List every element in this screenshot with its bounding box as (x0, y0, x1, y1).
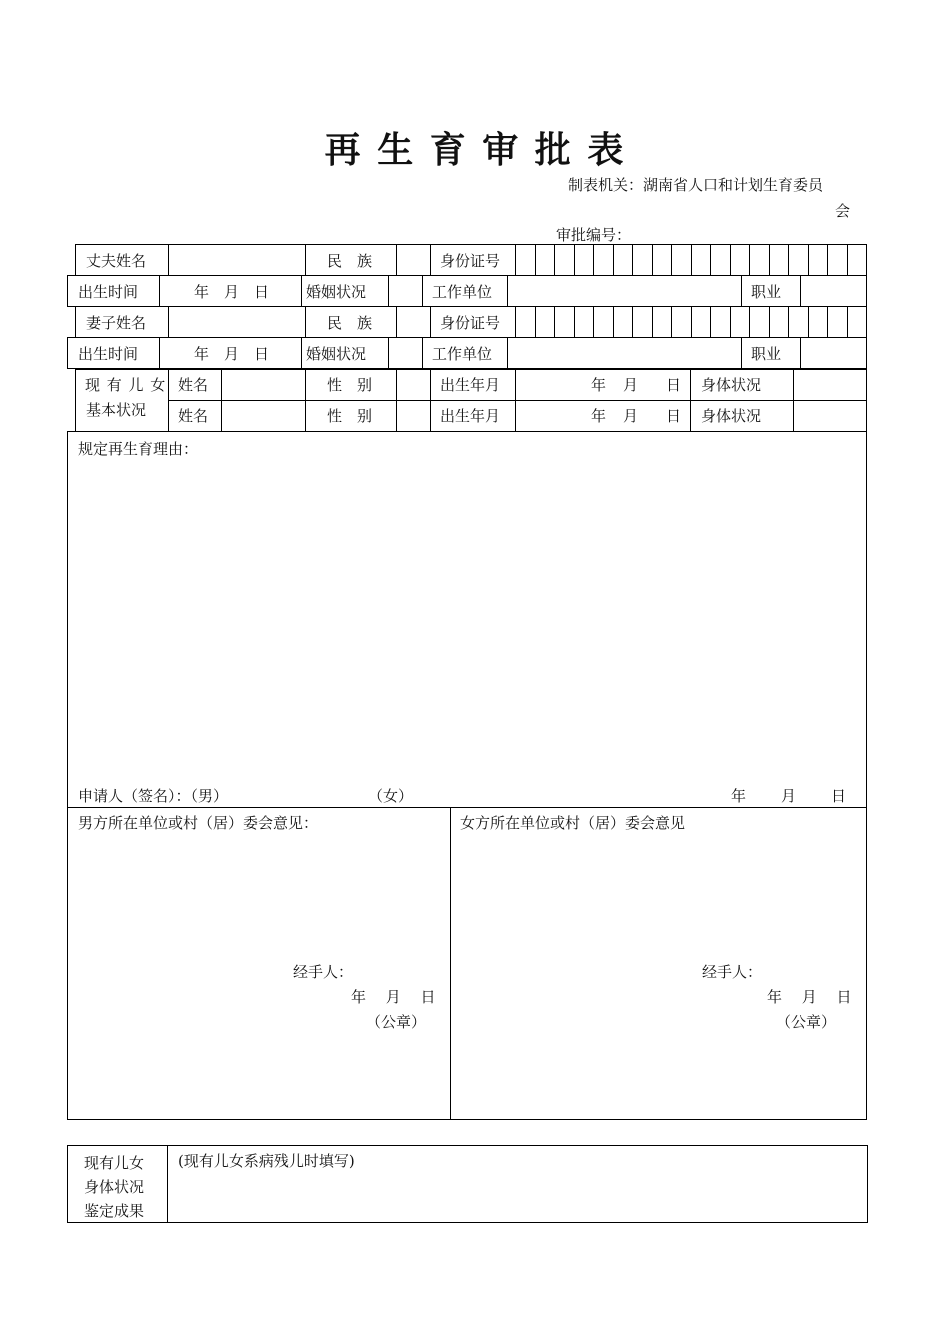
husband-id-label: 身份证号 (440, 252, 501, 270)
id-cell-divider (652, 306, 653, 337)
approval-number-label: 审批编号： (556, 226, 632, 244)
husband-marital-field[interactable] (390, 277, 420, 304)
page-title: 再 生 育 审 批 表 (324, 130, 626, 171)
child2-birth-label: 出生年月 (440, 407, 501, 425)
husband-occupation-field[interactable] (802, 277, 864, 304)
health-review-label-1: 现有儿女 (84, 1154, 145, 1172)
wife-birth-date[interactable]: 年 月 日 (194, 345, 270, 363)
child1-gender-label: 性 别 (327, 376, 373, 394)
id-cell-divider (827, 244, 828, 275)
husband-marital-label: 婚姻状况 (306, 283, 367, 301)
id-cell-divider (593, 244, 594, 275)
id-cell-divider (769, 306, 770, 337)
children-section-label-1: 现 有 儿 女 (85, 376, 167, 394)
female-handler-label: 经手人： (702, 963, 763, 981)
male-unit-opinion-area[interactable] (72, 836, 445, 956)
id-cell-divider (613, 244, 614, 275)
husband-ethnicity-field[interactable] (398, 246, 428, 273)
male-opinion-date: 年 月 日 (351, 988, 436, 1006)
husband-work-field[interactable] (509, 277, 739, 304)
id-cell-divider (691, 306, 692, 337)
child1-day: 日 (666, 376, 682, 394)
husband-name-field[interactable] (170, 246, 303, 273)
id-cell-divider (632, 306, 633, 337)
female-opinion-date: 年 月 日 (767, 988, 852, 1006)
husband-occupation-label: 职业 (751, 283, 782, 301)
id-cell-divider (632, 244, 633, 275)
id-cell-divider (730, 244, 731, 275)
wife-birth-label: 出生时间 (78, 345, 139, 363)
id-cell-divider (730, 306, 731, 337)
id-cell-divider (535, 244, 536, 275)
applicant-month: 月 (781, 787, 797, 805)
child2-year: 年 (591, 407, 607, 425)
husband-birth-label: 出生时间 (78, 283, 139, 301)
husband-name-label: 丈夫姓名 (86, 252, 147, 270)
husband-birth-date[interactable]: 年 月 日 (194, 283, 270, 301)
child2-name-label: 姓名 (178, 407, 209, 425)
id-cell-divider (554, 306, 555, 337)
id-cell-divider (574, 244, 575, 275)
id-cell-divider (749, 306, 750, 337)
female-unit-opinion-area[interactable] (455, 836, 861, 956)
child1-name-field[interactable] (223, 371, 303, 398)
health-review-note: (现有儿女系病残儿时填写) (178, 1152, 355, 1170)
issuer-line-2: 会 (835, 202, 851, 220)
wife-ethnicity-field[interactable] (398, 308, 428, 335)
id-cell-divider (788, 244, 789, 275)
child2-gender-label: 性 别 (327, 407, 373, 425)
wife-work-label: 工作单位 (432, 345, 493, 363)
child1-month: 月 (623, 376, 639, 394)
female-seal-label: （公章） (776, 1013, 837, 1031)
health-review-field[interactable] (172, 1172, 862, 1218)
id-cell-divider (554, 244, 555, 275)
id-cell-divider (652, 244, 653, 275)
child1-health-label: 身体状况 (701, 376, 762, 394)
id-cell-divider (808, 306, 809, 337)
child1-birth-label: 出生年月 (440, 376, 501, 394)
wife-work-field[interactable] (509, 339, 739, 366)
health-review-label-2: 身体状况 (84, 1178, 145, 1196)
wife-occupation-field[interactable] (802, 339, 864, 366)
id-cell-divider (691, 244, 692, 275)
issuer-line-1: 制表机关：湖南省人口和计划生育委员 (568, 176, 824, 194)
wife-name-label: 妻子姓名 (86, 314, 147, 332)
id-cell-divider (535, 306, 536, 337)
id-cell-divider (574, 306, 575, 337)
id-cell-divider (671, 244, 672, 275)
id-cell-divider (593, 306, 594, 337)
female-unit-opinion-label: 女方所在单位或村（居）委会意见 (460, 814, 686, 832)
wife-marital-field[interactable] (390, 339, 420, 366)
id-cell-divider (788, 306, 789, 337)
id-cell-divider (710, 306, 711, 337)
child2-month: 月 (623, 407, 639, 425)
child2-day: 日 (666, 407, 682, 425)
id-cell-divider (710, 244, 711, 275)
wife-name-field[interactable] (170, 308, 303, 335)
id-cell-divider (827, 306, 828, 337)
wife-ethnicity-label: 民 族 (327, 314, 373, 332)
id-cell-divider (749, 244, 750, 275)
id-cell-divider (808, 244, 809, 275)
id-cell-divider (671, 306, 672, 337)
id-cell-divider (613, 306, 614, 337)
applicant-signature-label: 申请人（签名）：（男） (78, 787, 229, 805)
male-unit-opinion-label: 男方所在单位或村（居）委会意见： (78, 814, 319, 832)
wife-occupation-label: 职业 (751, 345, 782, 363)
id-cell-divider (847, 244, 848, 275)
reason-text-area[interactable] (78, 462, 858, 780)
applicant-day: 日 (831, 787, 847, 805)
male-handler-label: 经手人： (293, 963, 354, 981)
id-cell-divider (769, 244, 770, 275)
husband-work-label: 工作单位 (432, 283, 493, 301)
applicant-female-label: （女） (368, 787, 414, 805)
child1-year: 年 (591, 376, 607, 394)
health-review-label-3: 鉴定成果 (84, 1202, 145, 1220)
child2-health-label: 身体状况 (701, 407, 762, 425)
applicant-year: 年 (731, 787, 747, 805)
child1-name-label: 姓名 (178, 376, 209, 394)
reason-label: 规定再生育理由： (78, 440, 199, 458)
wife-marital-label: 婚姻状况 (306, 345, 367, 363)
id-cell-divider (847, 306, 848, 337)
husband-ethnicity-label: 民 族 (327, 252, 373, 270)
children-section-label-2: 基本状况 (86, 401, 147, 419)
wife-id-label: 身份证号 (440, 314, 501, 332)
male-seal-label: （公章） (366, 1013, 427, 1031)
child2-name-field[interactable] (223, 402, 303, 429)
